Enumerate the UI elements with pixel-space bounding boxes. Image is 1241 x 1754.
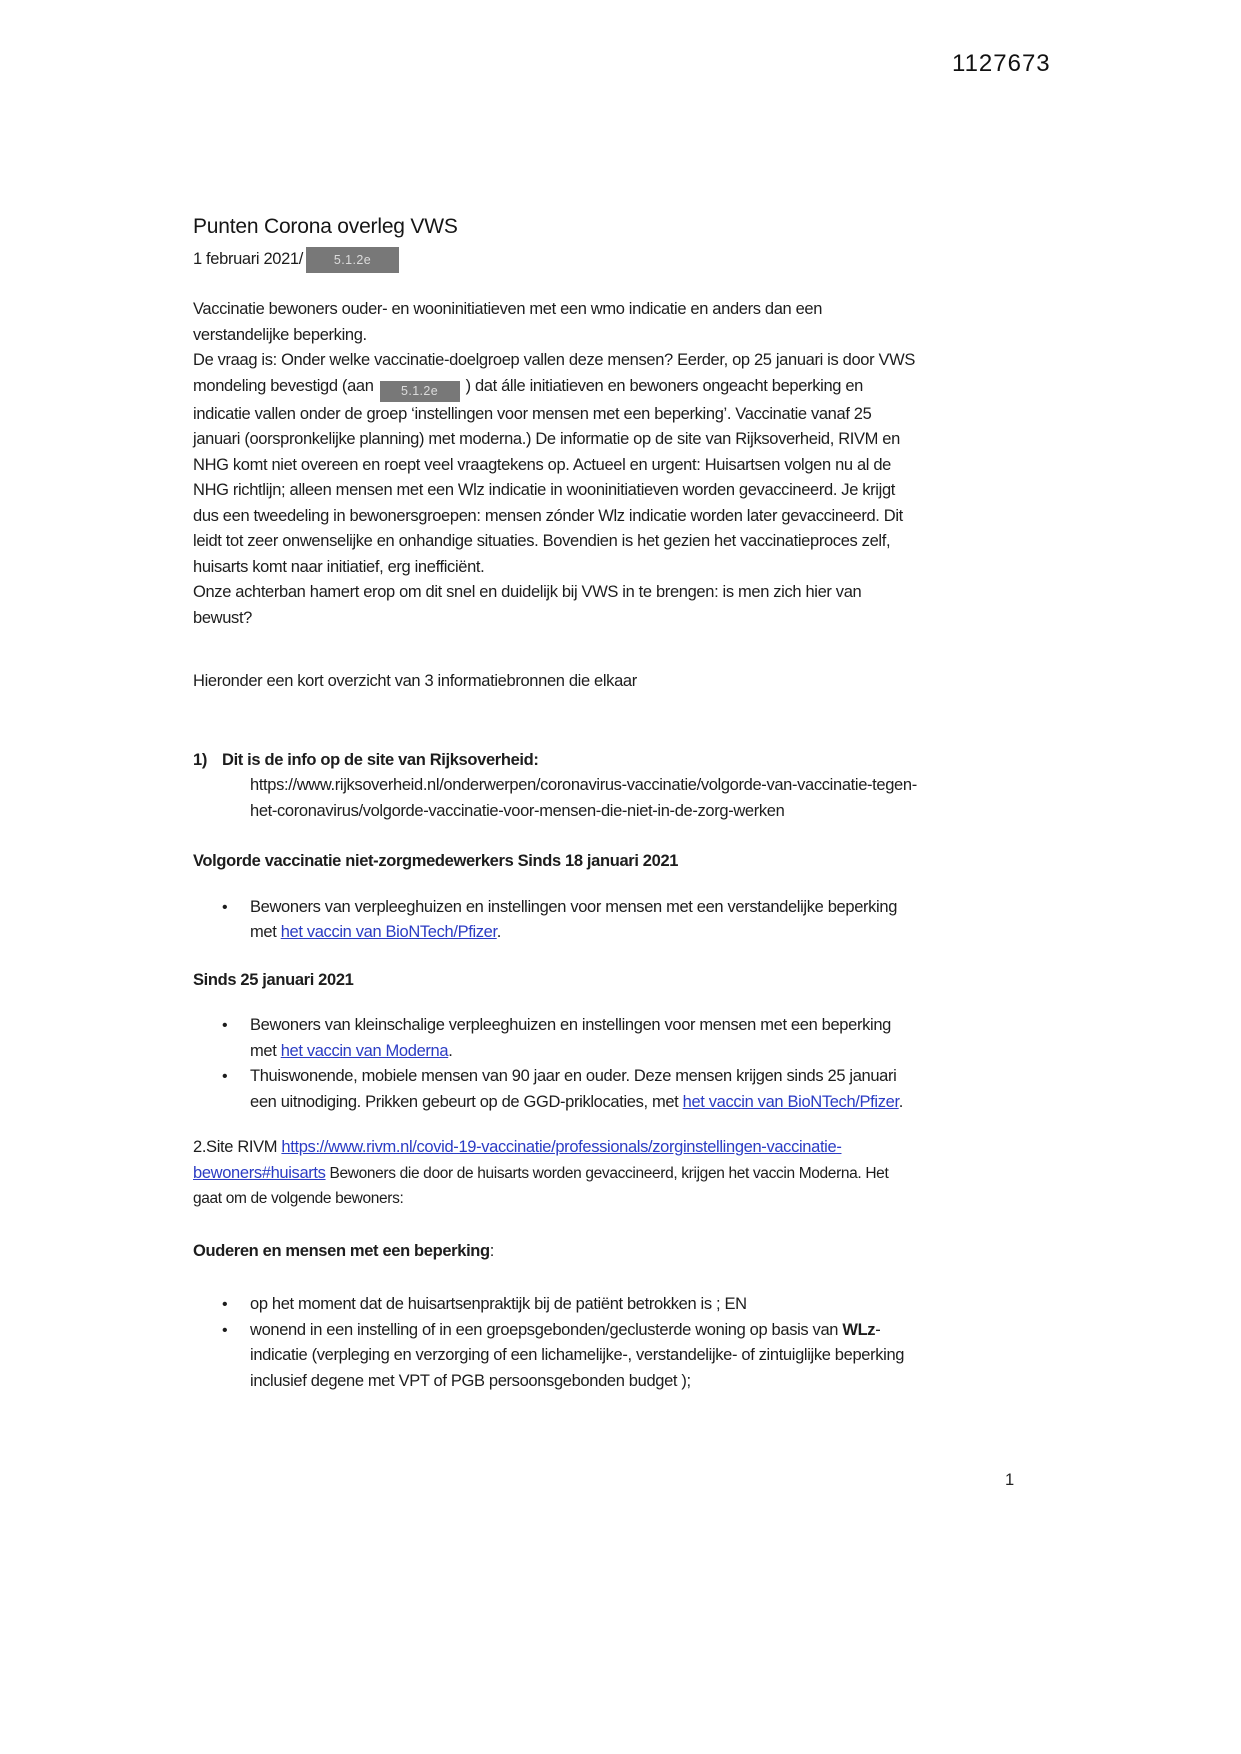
list-number: 1) [193,750,207,769]
intro-paragraph [193,297,917,631]
intro-closing: Onze achterban hamert erop om dit snel en duidelijk bij VWS in te brengen: is men zich hier van bewust? [193,583,862,627]
list-item [250,1064,917,1115]
document-body [193,214,917,1394]
bullet-text: Bewoners van kleinschalige verpleeghuizen en instellingen voor mensen met een beperking met [250,1016,891,1060]
redaction-box: 5.1.2e [380,381,460,402]
list-item [250,1013,917,1064]
source2-paragraph [193,1135,917,1212]
bullet-list-18jan [193,895,917,946]
date-line [193,246,917,274]
rijksoverheid-url: https://www.rijksoverheid.nl/onderwerpen/coronavirus-vaccinatie/volgorde-van-vaccinatie-tegen-het-coronavirus/volgorde-vaccinatie-voor-mensen-die-niet-in-de-zorg-werken [250,776,917,820]
list-item: • op het moment dat de huisartsenpraktijk bij de patiënt betrokken is ; EN [250,1292,917,1318]
bullet-text-after: . [496,923,501,941]
source2-prefix: 2.Site RIVM [193,1138,282,1156]
source2-description: Bewoners die door de huisarts worden gevaccineerd, krijgen het vaccin Moderna. Het gaat om de volgende bewoners: [193,1164,889,1207]
bullet-text: Thuiswonende, mobiele mensen van 90 jaar en ouder. Deze mensen krijgen sinds 25 januari een uitnodiging. Prikken gebeurt op de GGD-priklocaties, met [250,1067,897,1111]
biontech-pfizer-link[interactable]: het vaccin van BioNTech/Pfizer [280,923,497,941]
bullet-text: wonend in een instelling of in een groepsgebonden/geclusterde woning op basis van [250,1320,843,1339]
source1-heading [193,748,917,774]
subheading-25-januari: Sinds 25 januari 2021 [193,970,354,989]
bullet-list-25jan [193,1013,917,1115]
source1-heading-text: Dit is de info op de site van Rijksoverheid: [222,750,539,769]
intro-question [193,348,917,580]
subheading-ouderen [193,1239,917,1265]
subheading-ouderen-text: Ouderen en mensen met een beperking [193,1241,490,1260]
moderna-link[interactable]: het vaccin van Moderna [280,1041,449,1060]
page-title: Punten Corona overleg VWS [193,215,458,238]
redaction-box: 5.1.2e [306,247,399,273]
intro-opening: Vaccinatie bewoners ouder- en wooninitiatieven met een wmo indicatie en anders dan een verstandelijke beperking. [193,300,823,344]
list-item [250,1318,917,1395]
subheading-18-januari: Volgorde vaccinatie niet-zorgmedewerkers Sinds 18 januari 2021 [193,852,679,870]
bullet-list-ouderen [193,1292,917,1394]
biontech-pfizer-link[interactable]: het vaccin van BioNTech/Pfizer [682,1092,899,1111]
page-number: 1 [1005,1471,1015,1489]
intro-question-before: De vraag is: Onder welke vaccinatie-doelgroep vallen deze mensen? Eerder, op 25 januari is door VWS mondeling bevestigd (aan [193,351,916,395]
document-id: 1127673 [952,50,1051,77]
rivm-url-link[interactable]: https://www.rivm.nl/covid-19-vaccinatie/professionals/zorginstellingen-vaccinatie-bewoners#huisarts [193,1138,842,1182]
date-text: 1 februari 2021/ [193,250,303,269]
list-item [250,895,917,946]
bullet-text: Bewoners van verpleeghuizen en instellingen voor mensen met een verstandelijke beperking met [250,897,898,941]
bullet-text-after: -indicatie (verpleging en verzorging of een lichamelijke-, verstandelijke- of zintuiglijke beperking inclusief degene met VPT of PGB persoonsgebonden budget ); [250,1320,905,1390]
intro-question-after: ) dat álle initiatieven en bewoners ongeacht beperking en indicatie vallen onder de groep ‘instellingen voor mensen met een beperking’. Vaccinatie vanaf 25 januari (oorspronkelijke planning) met moderna.) De informatie op de site van Rijksoverheid, RIVM en NHG komt niet overeen en roept veel vraagtekens op. Actueel en urgent: Huisartsen volgen nu al de NHG richtlijn; alleen mensen met een Wlz indicatie in wooninitiatieven worden gevaccineerd. Je krijgt dus een tweedeling in bewonersgroepen: mensen zónder Wlz indicatie worden later gevaccineerd. Dit leidt tot zeer onwenselijke en onhandige situaties. Bovendien is het gezien het vaccinatieproces zelf, huisarts komt naar initiatief, erg inefficiënt. [193,376,903,576]
bullet-text-after: . [448,1041,453,1060]
bullet-text-after: . [898,1092,903,1111]
overview-line: Hieronder een kort overzicht van 3 informatiebronnen die elkaar [193,672,637,690]
wlz-bold: WLz [842,1320,876,1339]
subheading-ouderen-colon: : [489,1241,494,1260]
